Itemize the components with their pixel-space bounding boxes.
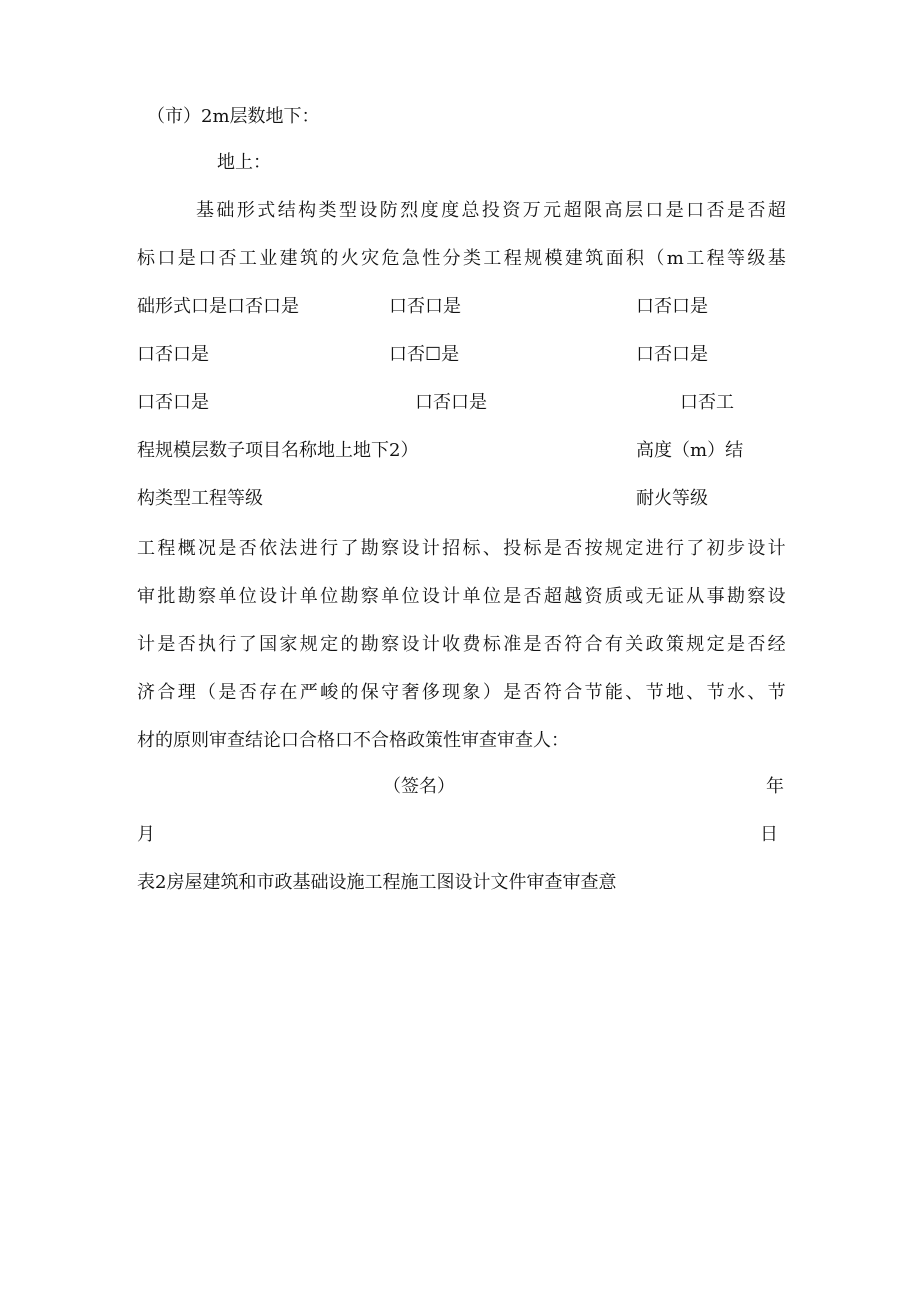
paragraph-char: 超 xyxy=(563,200,582,221)
structure-line: 构类型工程等级 xyxy=(137,488,263,509)
paragraph-char: 否 xyxy=(564,538,583,559)
paragraph-char: 行 xyxy=(218,634,237,655)
paragraph-char: 工 xyxy=(686,248,705,269)
paragraph-char: 规 xyxy=(299,634,318,655)
paragraph-char: 度 xyxy=(420,200,439,221)
paragraph-char: 进 xyxy=(645,538,664,559)
paragraph-char: 设 xyxy=(421,586,440,607)
paragraph-char: 济 xyxy=(137,682,155,703)
paragraph-char: 是 xyxy=(665,200,684,221)
paragraph-char: 是 xyxy=(503,682,522,703)
paragraph-char: 规 xyxy=(604,538,623,559)
paragraph-char: 标 xyxy=(462,538,481,559)
paragraph-char: 节 xyxy=(645,682,664,703)
paragraph-char: 规 xyxy=(686,634,705,655)
checkbox-row-cell: 口否口是 xyxy=(137,392,209,413)
paragraph-char: 准 xyxy=(503,634,522,655)
paragraph-char: 现 xyxy=(442,682,461,703)
paragraph-char: 计 xyxy=(421,634,440,655)
paragraph-char: 行 xyxy=(320,538,339,559)
paragraph-char: 家 xyxy=(279,634,298,655)
paragraph-char: 计 xyxy=(442,586,461,607)
paragraph-char: 合 xyxy=(584,634,603,655)
checkbox-row-cell: 口否口是 xyxy=(389,296,461,317)
paragraph-char: 单 xyxy=(299,586,318,607)
paragraph-char: 防 xyxy=(379,200,398,221)
paragraph-char: 类 xyxy=(463,248,481,269)
paragraph-char: 水 xyxy=(726,682,745,703)
paragraph-char: 础 xyxy=(216,200,235,221)
paragraph-line xyxy=(196,200,786,222)
paragraph-char: 资 xyxy=(584,586,603,607)
paragraph-char: 峻 xyxy=(320,682,339,703)
height-label: 高度（m）结 xyxy=(636,440,744,461)
paragraph-char: 节 xyxy=(584,682,603,703)
paragraph-char: 位 xyxy=(482,586,501,607)
paragraph-char: 审 xyxy=(137,586,155,607)
paragraph-char: 勘 xyxy=(360,634,379,655)
paragraph-char: 基 xyxy=(196,200,214,221)
paragraph-char: 位 xyxy=(401,586,420,607)
paragraph-char: 结 xyxy=(277,200,296,221)
paragraph-char: 存 xyxy=(259,682,278,703)
paragraph-char: 否 xyxy=(706,200,725,221)
paragraph-char: 计 xyxy=(137,634,155,655)
paragraph-char: 基 xyxy=(767,248,786,269)
paragraph-char: 计 xyxy=(767,538,786,559)
paragraph-char: 、 xyxy=(747,682,766,703)
paragraph-char: 况 xyxy=(198,538,217,559)
paragraph-char: 口 xyxy=(198,248,217,269)
paragraph-char: 模 xyxy=(544,248,563,269)
paragraph-char: 察 xyxy=(747,586,766,607)
paragraph-line xyxy=(137,538,786,560)
paragraph-char: 设 xyxy=(401,538,420,559)
paragraph-char: 程 xyxy=(157,538,176,559)
paragraph-char: 超 xyxy=(543,586,562,607)
paragraph-char: 依 xyxy=(259,538,278,559)
paragraph-line xyxy=(137,586,786,608)
paragraph-char: 有 xyxy=(604,634,623,655)
paragraph-char: 守 xyxy=(381,682,400,703)
paragraph-char: 是 xyxy=(157,634,176,655)
paragraph-char: 单 xyxy=(218,586,237,607)
paragraph-char: 火 xyxy=(340,248,359,269)
paragraph-char: 进 xyxy=(299,538,318,559)
paragraph-char: 总 xyxy=(461,200,480,221)
paragraph-char: 类 xyxy=(318,200,337,221)
paragraph-char: 越 xyxy=(564,586,583,607)
paragraph-char: 设 xyxy=(401,634,420,655)
paragraph-char: 能 xyxy=(604,682,623,703)
paragraph-char: 按 xyxy=(584,538,603,559)
paragraph-char: 保 xyxy=(360,682,379,703)
paragraph-char: 的 xyxy=(340,682,359,703)
paragraph-char: 否 xyxy=(523,586,542,607)
checkbox-row-cell: 口否口是 xyxy=(415,392,487,413)
paragraph-char: 烈 xyxy=(400,200,419,221)
paragraph-char: 侈 xyxy=(421,682,440,703)
paragraph-char: 的 xyxy=(340,634,359,655)
paragraph-char: 灾 xyxy=(361,248,380,269)
paragraph-char: （ xyxy=(198,682,217,703)
paragraph-char: 否 xyxy=(543,634,562,655)
paragraph-char: 否 xyxy=(747,634,766,655)
paragraph-char: 标 xyxy=(482,634,501,655)
paragraph-char: 节 xyxy=(767,682,786,703)
fire-rating-label: 耐火等级 xyxy=(636,488,708,509)
paragraph-char: 级 xyxy=(747,248,766,269)
paragraph-char: 是 xyxy=(523,634,542,655)
paragraph-char: 、 xyxy=(625,682,644,703)
paragraph-char: 无 xyxy=(645,586,664,607)
paragraph-char: 定 xyxy=(706,634,725,655)
paragraph-char: 证 xyxy=(665,586,684,607)
paragraph-char: 计 xyxy=(421,538,440,559)
paragraph-char: 象 xyxy=(462,682,481,703)
signature-label: （签名） xyxy=(383,776,455,797)
paragraph-char: 事 xyxy=(706,586,725,607)
paragraph-char: 危 xyxy=(381,248,400,269)
paragraph-char: 勘 xyxy=(340,586,359,607)
paragraph-char: 标 xyxy=(523,538,542,559)
paragraph-char: 从 xyxy=(686,586,705,607)
paragraph-char: 是 xyxy=(218,538,237,559)
table-title: 表2房屋建筑和市政基础设施工程施工图设计文件审查审查意 xyxy=(137,872,617,893)
paragraph-char: 初 xyxy=(706,538,725,559)
paragraph-line xyxy=(137,682,786,704)
paragraph-char: 合 xyxy=(157,682,176,703)
paragraph-char: 符 xyxy=(564,634,583,655)
paragraph-char: 勘 xyxy=(726,586,745,607)
paragraph-char: 层 xyxy=(624,200,643,221)
checkbox-row-cell: 口否口是 xyxy=(137,344,209,365)
paragraph-char: 构 xyxy=(298,200,317,221)
paragraph-char: 积 xyxy=(626,248,644,269)
paragraph-char: 否 xyxy=(218,248,237,269)
paragraph-char: 是 xyxy=(503,586,522,607)
paragraph-char: 设 xyxy=(259,586,278,607)
paragraph-char: m xyxy=(666,248,684,269)
paragraph-char: 筑 xyxy=(585,248,604,269)
scale-line: 程规模层数子项目名称地上地下2） xyxy=(137,440,419,461)
paragraph-char: 口 xyxy=(645,200,664,221)
checkbox-row-cell: 口否口是 xyxy=(636,344,708,365)
paragraph-char: 规 xyxy=(524,248,543,269)
paragraph-char: 察 xyxy=(360,586,379,607)
checkbox-row-cell: 口否口是 xyxy=(636,296,708,317)
paragraph-char: 面 xyxy=(605,248,624,269)
paragraph-char: 经 xyxy=(767,634,786,655)
paragraph-char: 工 xyxy=(238,248,257,269)
paragraph-char: （ xyxy=(646,248,665,269)
paragraph-char: 等 xyxy=(726,248,745,269)
paragraph-char: 否 xyxy=(747,200,766,221)
paragraph-char: 单 xyxy=(381,586,400,607)
paragraph-char: ） xyxy=(482,682,501,703)
paragraph-char: 急 xyxy=(401,248,420,269)
paragraph-char: 筑 xyxy=(300,248,318,269)
checkbox-row-cell: 础形式口是口否口是 xyxy=(137,296,299,317)
month-label: 月 xyxy=(137,824,155,845)
paragraph-char: 了 xyxy=(340,538,359,559)
paragraph-char: 政 xyxy=(645,634,664,655)
paragraph-char: 步 xyxy=(726,538,745,559)
paragraph-char: 招 xyxy=(442,538,461,559)
paragraph-char: 元 xyxy=(543,200,562,221)
paragraph-char: 工 xyxy=(483,248,502,269)
paragraph-char: 合 xyxy=(564,682,583,703)
paragraph-char: 在 xyxy=(279,682,298,703)
paragraph-char: 的 xyxy=(320,248,339,269)
paragraph-char: 程 xyxy=(706,248,725,269)
paragraph-char: 费 xyxy=(462,634,481,655)
floors-line: （市）2m层数地下： xyxy=(147,106,320,127)
paragraph-char: 关 xyxy=(625,634,644,655)
paragraph-char: 收 xyxy=(442,634,461,655)
paragraph-char: 否 xyxy=(177,634,196,655)
paragraph-char: 或 xyxy=(625,586,644,607)
paragraph-char: 奢 xyxy=(401,682,420,703)
paragraph-char: 建 xyxy=(564,248,583,269)
paragraph-char: 标 xyxy=(137,248,155,269)
above-ground-line: 地上： xyxy=(217,152,271,173)
paragraph-char: 位 xyxy=(238,586,257,607)
paragraph-char: 国 xyxy=(259,634,278,655)
paragraph-char: 勘 xyxy=(360,538,379,559)
paragraph-char: 位 xyxy=(320,586,339,607)
paragraph-char: 否 xyxy=(238,538,257,559)
paragraph-char: 计 xyxy=(279,586,298,607)
paragraph-char: 是 xyxy=(177,248,196,269)
paragraph-char: 式 xyxy=(257,200,276,221)
paragraph-char: 业 xyxy=(259,248,278,269)
paragraph-char: 建 xyxy=(279,248,298,269)
day-label: 日 xyxy=(760,824,778,845)
paragraph-char: 型 xyxy=(338,200,357,221)
paragraph-char: 否 xyxy=(238,682,257,703)
paragraph-char: 概 xyxy=(177,538,196,559)
paragraph-char: 、 xyxy=(686,682,705,703)
paragraph-char: 符 xyxy=(543,682,562,703)
paragraph-char: 察 xyxy=(198,586,217,607)
paragraph-line xyxy=(137,634,786,656)
paragraph-char: 行 xyxy=(665,538,684,559)
paragraph-char: 了 xyxy=(686,538,705,559)
paragraph-char: 策 xyxy=(665,634,684,655)
paragraph-char: 投 xyxy=(481,200,500,221)
paragraph-char: 执 xyxy=(198,634,217,655)
paragraph-char: 定 xyxy=(320,634,339,655)
paragraph-char: 节 xyxy=(706,682,725,703)
paragraph-char: 设 xyxy=(767,586,786,607)
paragraph-char: 察 xyxy=(381,538,400,559)
year-label: 年 xyxy=(766,776,784,797)
paragraph-char: 性 xyxy=(422,248,441,269)
paragraph-char: 形 xyxy=(236,200,255,221)
paragraph-char: 是 xyxy=(726,200,745,221)
paragraph-char: 勘 xyxy=(177,586,196,607)
paragraph-char: 质 xyxy=(604,586,623,607)
paragraph-char: 批 xyxy=(157,586,176,607)
paragraph-char: 定 xyxy=(625,538,644,559)
paragraph-line xyxy=(137,248,786,270)
paragraph-char: 投 xyxy=(503,538,522,559)
paragraph-char: 口 xyxy=(157,248,176,269)
paragraph-char: 是 xyxy=(218,682,237,703)
paragraph-char: 高 xyxy=(604,200,623,221)
paragraph-char: 了 xyxy=(238,634,257,655)
paragraph-char: 、 xyxy=(482,538,501,559)
paragraph-char: 分 xyxy=(442,248,461,269)
paragraph-char: 否 xyxy=(523,682,542,703)
paragraph-char: 是 xyxy=(543,538,562,559)
checkbox-row-cell: 口否☐是 xyxy=(389,344,460,365)
paragraph-char: 度 xyxy=(441,200,460,221)
paragraph-char: 万 xyxy=(522,200,541,221)
paragraph-char: 口 xyxy=(686,200,705,221)
paragraph-char: 限 xyxy=(584,200,603,221)
paragraph-char: 设 xyxy=(359,200,378,221)
paragraph-char: 地 xyxy=(665,682,684,703)
paragraph-char: 设 xyxy=(747,538,766,559)
paragraph-char: 法 xyxy=(279,538,298,559)
paragraph-char: 资 xyxy=(502,200,521,221)
paragraph-char: 严 xyxy=(299,682,318,703)
paragraph-char: 是 xyxy=(726,634,745,655)
checkbox-row-cell: 口否工 xyxy=(680,392,734,413)
paragraph-char: 理 xyxy=(177,682,196,703)
paragraph-char: 超 xyxy=(767,200,786,221)
paragraph-char: 程 xyxy=(503,248,522,269)
paragraph-char: 工 xyxy=(137,538,155,559)
paragraph-char: 单 xyxy=(462,586,481,607)
review-conclusion-line: 材的原则审查结论口合格口不合格政策性审查审查人： xyxy=(137,730,569,751)
paragraph-char: 察 xyxy=(381,634,400,655)
